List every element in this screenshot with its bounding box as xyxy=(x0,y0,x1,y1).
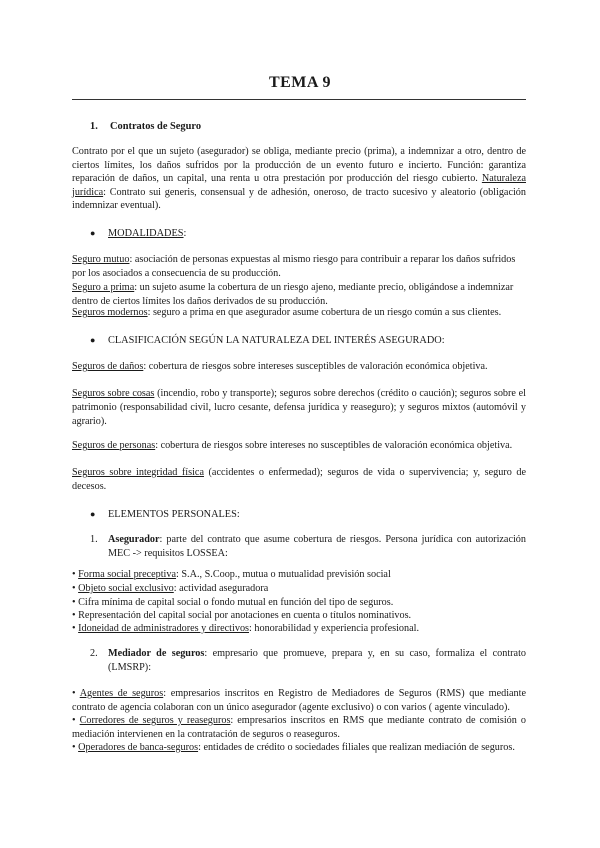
bullet-icon: ● xyxy=(90,509,96,519)
asegurador-number: 1. xyxy=(90,534,98,545)
agentes-paragraph: • Agentes de seguros: empresarios inscritos en Registro de Mediadores de Seguros (RMS) que mediante contrato de agencia colaboran con un único asegurador (agente exclusivo) o con varios ( agente vinculado). xyxy=(72,688,527,713)
bullet-icon: ● xyxy=(90,228,96,238)
seguros-cosas-text: (incendio, robo y transporte); seguros sobre derechos (crédito o caución); seguros sobre el patrimonio (responsabilidad civil, lucro cesante, defensa jurídica y reaseguro); y seguros mixtos (automóvil y agrario). xyxy=(72,388,526,427)
seguros-personas-label: Seguros de personas xyxy=(72,440,156,451)
seguros-danos-label: Seguros de daños xyxy=(72,361,144,372)
seguro-prima-label: Seguro a prima xyxy=(72,282,135,293)
list-item: • Objeto social exclusivo: actividad aseguradora xyxy=(72,583,269,594)
section-heading xyxy=(90,120,544,134)
bullet-elementos xyxy=(90,507,544,522)
list-item-label: Forma social preceptiva xyxy=(78,569,177,580)
corredores-label: Corredores de seguros y reaseguros xyxy=(79,715,231,726)
banca-label: Operadores de banca-seguros xyxy=(78,742,199,753)
modalidades-colon: : xyxy=(183,228,187,239)
list-item-text: : honorabilidad y experiencia profesional. xyxy=(249,623,420,634)
seguros-cosas-paragraph xyxy=(72,387,526,429)
seguro-prima-paragraph xyxy=(72,281,526,309)
list-item-text: Representación del capital social por anotaciones en cuenta o títulos nominativos. xyxy=(78,610,412,621)
mediador-text: : empresario que promueve, prepara y, en su caso, formaliza el contrato (LMSRP): xyxy=(108,648,526,673)
seguros-danos-text: : cobertura de riesgos sobre intereses susceptibles de valoración económica objetiva. xyxy=(143,361,488,372)
banca-text: : entidades de crédito o sociedades filiales que realizan mediación de seguros. xyxy=(198,742,515,753)
seguros-integridad-text: (accidentes o enfermedad); seguros de vida o supervivencia; y, seguro de decesos. xyxy=(72,467,526,492)
naturaleza-juridica-label: Naturaleza jurídica xyxy=(72,173,526,198)
seguros-modernos-paragraph xyxy=(72,306,526,320)
seguros-modernos-label: Seguros modernos xyxy=(72,307,148,318)
agentes-label: Agentes de seguros xyxy=(79,688,164,699)
seguro-prima-text: : un sujeto asume la cobertura de un riesgo ajeno, mediante precio, obligándose a indemnizar dentro de ciertos límites los daños derivados de su producción. xyxy=(72,282,514,307)
list-item-label: Idoneidad de administradores y directivos xyxy=(78,623,249,634)
seguros-modernos-text: : seguro a prima en que asegurador asume cobertura de un riesgo común a sus clientes. xyxy=(147,307,502,318)
bullet-modalidades xyxy=(90,226,544,241)
seguros-integridad-label: Seguros sobre integridad física xyxy=(72,467,204,478)
list-item: • Cifra mínima de capital social o fondo mutual en función del tipo de seguros. xyxy=(72,597,394,608)
intro-text: Contrato por el que un sujeto (asegurador) se obliga, mediante precio (prima), a indemnizar a otro, dentro de ciertos límites, los daños sufridos por la producción de un evento futuro e incierto. Función: garantiza reparación de daños, un capital, una renta u otra prestación por producción del riesgo cubierto. xyxy=(72,146,526,185)
seguros-personas-paragraph xyxy=(72,439,526,453)
seguros-integridad-paragraph xyxy=(72,466,526,494)
modalidades-heading: MODALIDADES xyxy=(108,228,184,239)
seguro-mutuo-label: Seguro mutuo xyxy=(72,254,130,265)
clasificacion-heading: CLASIFICACIÓN SEGÚN LA NATURALEZA DEL INTERÉS ASEGURADO: xyxy=(108,335,445,346)
asegurador-item xyxy=(90,533,526,561)
section-number: 1. xyxy=(90,121,98,132)
mediador-label: Mediador de seguros xyxy=(108,648,205,659)
list-item: • Representación del capital social por anotaciones en cuenta o títulos nominativos. xyxy=(72,610,412,621)
list-item-text: : actividad aseguradora xyxy=(173,583,269,594)
list-item-label: Objeto social exclusivo xyxy=(78,583,174,594)
list-item-text: : S.A., S.Coop., mutua o mutualidad previsión social xyxy=(176,569,391,580)
seguro-mutuo-text: : asociación de personas expuestas al mismo riesgo para contribuir a reparar los daños sufridos por los asociados a consecuencia de su producción. xyxy=(72,254,516,279)
title-rule xyxy=(72,99,526,100)
agentes-text: : empresarios inscritos en Registro de Mediadores de Seguros (RMS) que mediante contrato de agencia colaboran con un único asegurador (agente exclusivo) o con varios ( agente vinculado). xyxy=(72,688,527,713)
seguros-danos-paragraph xyxy=(72,360,526,374)
elementos-heading: ELEMENTOS PERSONALES: xyxy=(108,509,240,520)
list-item: • Forma social preceptiva: S.A., S.Coop., mutua o mutualidad previsión social xyxy=(72,569,391,580)
section-label: Contratos de Seguro xyxy=(110,121,202,132)
corredores-paragraph: • Corredores de seguros y reaseguros: empresarios inscritos en RMS que mediante contrato de comisión o mediación intervienen en la contratación de seguros o reaseguros. xyxy=(72,715,526,740)
bullet-icon: ● xyxy=(90,335,96,345)
asegurador-label: Asegurador xyxy=(108,534,160,545)
banca-paragraph: • Operadores de banca-seguros: entidades de crédito o sociedades filiales que realizan mediación de seguros. xyxy=(72,742,515,753)
asegurador-text: : parte del contrato que asume cobertura de riesgos. Persona jurídica con autorización MEC -> requisitos LOSSEA: xyxy=(108,534,526,559)
seguro-mutuo-paragraph xyxy=(72,253,526,281)
seguros-personas-text: : cobertura de riesgos sobre intereses no susceptibles de valoración económica objetiva. xyxy=(155,440,513,451)
list-item-text: Cifra mínima de capital social o fondo mutual en función del tipo de seguros. xyxy=(78,597,394,608)
corredores-text: : empresarios inscritos en RMS que mediante contrato de comisión o mediación intervienen en la contratación de seguros o reaseguros. xyxy=(72,715,526,740)
mediador-number: 2. xyxy=(90,648,98,659)
mediador-item xyxy=(90,647,526,675)
seguros-cosas-label: Seguros sobre cosas xyxy=(72,388,155,399)
list-item: • Idoneidad de administradores y directivos: honorabilidad y experiencia profesional. xyxy=(72,623,420,634)
bullet-clasificacion xyxy=(90,333,544,348)
intro-paragraph xyxy=(72,145,526,213)
intro-text-end: : Contrato sui generis, consensual y de adhesión, oneroso, de tracto sucesivo y aleatorio (obligación indemnizar eventual). xyxy=(72,186,526,212)
page-title: TEMA 9 xyxy=(268,74,332,91)
